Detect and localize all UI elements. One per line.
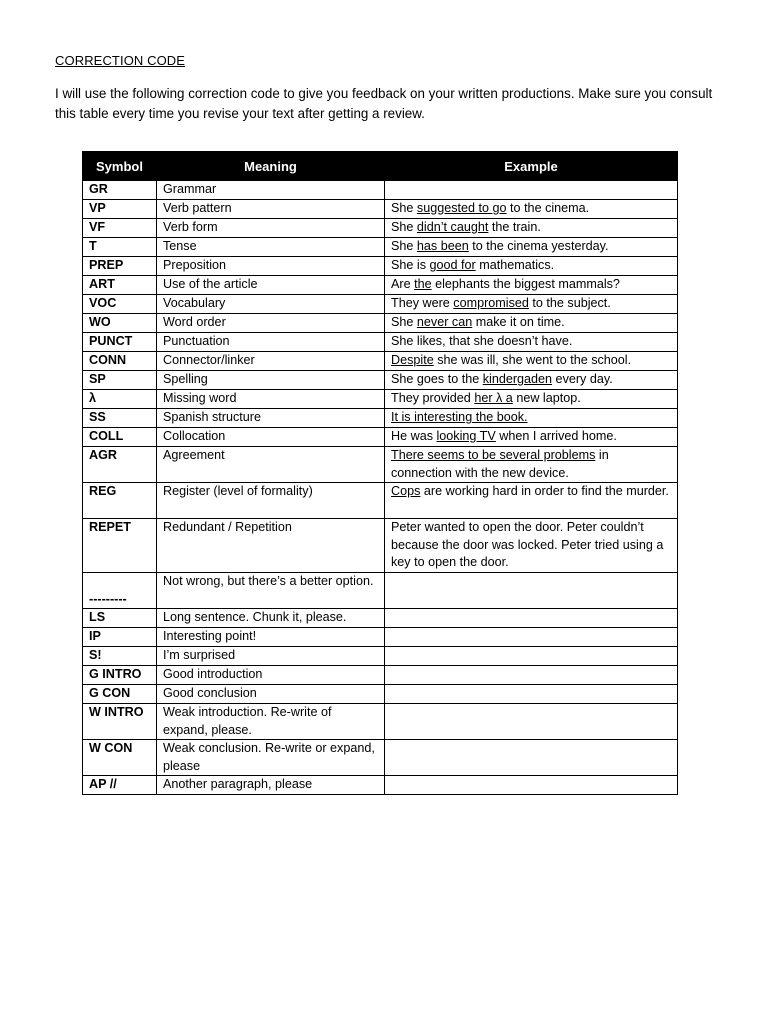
example-text: She (391, 239, 417, 253)
symbol-cell: G INTRO (83, 666, 157, 685)
symbol-cell: W CON (83, 740, 157, 776)
table-row (83, 740, 678, 776)
symbol-cell: --------- (83, 573, 157, 609)
example-cell (385, 200, 678, 219)
underlined-error-text: kindergaden (482, 372, 553, 386)
underlined-error-text: looking TV (436, 429, 496, 443)
example-cell (385, 609, 678, 628)
meaning-cell: Long sentence. Chunk it, please. (157, 609, 385, 628)
symbol-cell: VF (83, 219, 157, 238)
example-text: to the subject. (528, 296, 611, 310)
example-text: She goes to the (391, 372, 483, 386)
meaning-cell: Spelling (157, 371, 385, 390)
meaning-cell: Another paragraph, please (157, 776, 385, 795)
example-cell (385, 628, 678, 647)
example-text: to the cinema yesterday. (468, 239, 609, 253)
header-symbol: Symbol (83, 152, 157, 181)
example-text: every day. (552, 372, 613, 386)
example-text: are working hard in order to find the murder. (420, 484, 669, 498)
table-row (83, 447, 678, 483)
symbol-cell: PREP (83, 257, 157, 276)
meaning-cell: Not wrong, but there’s a better option. (157, 573, 385, 609)
table-row (83, 314, 678, 333)
symbol-cell: VOC (83, 295, 157, 314)
underlined-error-text: Despite (391, 353, 434, 367)
meaning-cell: Use of the article (157, 276, 385, 295)
underlined-error-text: didn’t caught (416, 220, 489, 234)
meaning-cell: Word order (157, 314, 385, 333)
table-row (83, 685, 678, 704)
example-text: make it on time. (472, 315, 565, 329)
example-cell (385, 428, 678, 447)
table-row (83, 295, 678, 314)
table-body (83, 181, 678, 795)
table-row (83, 371, 678, 390)
meaning-cell: Verb form (157, 219, 385, 238)
underlined-error-text: It is interesting the book. (391, 410, 528, 424)
example-cell (385, 238, 678, 257)
table-row (83, 238, 678, 257)
underlined-error-text: her λ a (474, 391, 513, 405)
table-row (83, 352, 678, 371)
meaning-cell: Good introduction (157, 666, 385, 685)
table-row (83, 276, 678, 295)
meaning-cell: Preposition (157, 257, 385, 276)
underlined-error-text: There seems to be several problems (391, 448, 596, 462)
example-cell (385, 371, 678, 390)
symbol-cell: IP (83, 628, 157, 647)
example-cell (385, 685, 678, 704)
example-text: Peter wanted to open the door. Peter couldn’t because the door was locked. Peter tried using a key to open the door. (391, 520, 664, 569)
header-meaning: Meaning (157, 152, 385, 181)
table-row (83, 776, 678, 795)
meaning-cell: Grammar (157, 181, 385, 200)
example-text: new laptop. (512, 391, 581, 405)
symbol-cell: AGR (83, 447, 157, 483)
symbol-cell: LS (83, 609, 157, 628)
intro-paragraph: I will use the following correction code to give you feedback on your written productions. Make sure you consult this table every time you revise your text after getting a review. (55, 86, 713, 121)
document-title: CORRECTION CODE (55, 53, 186, 68)
symbol-cell: W INTRO (83, 704, 157, 740)
example-cell (385, 573, 678, 609)
example-text: to the cinema. (506, 201, 590, 215)
example-cell (385, 666, 678, 685)
meaning-cell: Agreement (157, 447, 385, 483)
meaning-cell: Vocabulary (157, 295, 385, 314)
underlined-error-text: Cops (391, 484, 421, 498)
table-row (83, 628, 678, 647)
example-cell (385, 295, 678, 314)
meaning-cell: I’m surprised (157, 647, 385, 666)
example-text: She (391, 315, 417, 329)
symbol-cell: ART (83, 276, 157, 295)
table-row (83, 573, 678, 609)
symbol-cell: GR (83, 181, 157, 200)
meaning-cell: Connector/linker (157, 352, 385, 371)
symbol-cell: SS (83, 409, 157, 428)
symbol-cell: T (83, 238, 157, 257)
example-cell (385, 447, 678, 483)
example-cell (385, 483, 678, 519)
table-row (83, 390, 678, 409)
meaning-cell: Verb pattern (157, 200, 385, 219)
table-row (83, 333, 678, 352)
underlined-error-text: suggested to go (416, 201, 507, 215)
example-cell (385, 333, 678, 352)
underlined-error-text: has been (416, 239, 469, 253)
meaning-cell: Collocation (157, 428, 385, 447)
symbol-cell: CONN (83, 352, 157, 371)
table-row (83, 666, 678, 685)
table-row (83, 519, 678, 573)
symbol-cell: SP (83, 371, 157, 390)
table-row (83, 483, 678, 519)
underlined-error-text: the (414, 277, 432, 291)
symbol-cell: COLL (83, 428, 157, 447)
example-cell (385, 647, 678, 666)
example-text: She (391, 220, 417, 234)
meaning-cell: Weak conclusion. Re-write or expand, please (157, 740, 385, 776)
example-text: mathematics. (475, 258, 555, 272)
example-text: Are (391, 277, 415, 291)
example-cell (385, 704, 678, 740)
symbol-cell: REG (83, 483, 157, 519)
example-cell (385, 519, 678, 573)
symbol-cell: REPET (83, 519, 157, 573)
header-example: Example (385, 152, 678, 181)
symbol-cell: G CON (83, 685, 157, 704)
underlined-error-text: good for (429, 258, 476, 272)
table-row (83, 428, 678, 447)
example-text: They provided (391, 391, 475, 405)
example-text: when I arrived home. (495, 429, 617, 443)
table-row (83, 409, 678, 428)
meaning-cell: Spanish structure (157, 409, 385, 428)
example-cell (385, 409, 678, 428)
example-cell (385, 276, 678, 295)
symbol-cell: λ (83, 390, 157, 409)
meaning-cell: Tense (157, 238, 385, 257)
symbol-cell: PUNCT (83, 333, 157, 352)
meaning-cell: Missing word (157, 390, 385, 409)
underlined-error-text: compromised (453, 296, 529, 310)
example-text: that she doesn’t have. (445, 334, 573, 348)
correction-code-table (82, 151, 678, 795)
example-text: She likes (391, 334, 443, 348)
table-header-row (83, 152, 678, 181)
table-row (83, 219, 678, 238)
example-cell (385, 352, 678, 371)
table-row (83, 200, 678, 219)
example-text: She is (391, 258, 430, 272)
example-text: she was ill, she went to the school. (433, 353, 632, 367)
meaning-cell: Register (level of formality) (157, 483, 385, 519)
table-row (83, 257, 678, 276)
meaning-cell: Weak introduction. Re-write of expand, please. (157, 704, 385, 740)
example-cell (385, 314, 678, 333)
example-text: They were (391, 296, 454, 310)
meaning-cell: Good conclusion (157, 685, 385, 704)
underlined-error-text: never can (416, 315, 473, 329)
meaning-cell: Redundant / Repetition (157, 519, 385, 573)
symbol-cell: S! (83, 647, 157, 666)
symbol-cell: AP // (83, 776, 157, 795)
symbol-cell: VP (83, 200, 157, 219)
table-row (83, 181, 678, 200)
underlined-error-text: , (442, 334, 446, 348)
table-row (83, 647, 678, 666)
example-cell (385, 776, 678, 795)
example-cell (385, 390, 678, 409)
example-text: the train. (488, 220, 541, 234)
symbol-cell: WO (83, 314, 157, 333)
meaning-cell: Interesting point! (157, 628, 385, 647)
example-text: He was (391, 429, 437, 443)
example-cell (385, 740, 678, 776)
example-cell (385, 181, 678, 200)
example-text: She (391, 201, 417, 215)
example-cell (385, 219, 678, 238)
example-cell (385, 257, 678, 276)
table-row (83, 704, 678, 740)
example-text: in connection with the new device. (391, 448, 609, 480)
table-row (83, 609, 678, 628)
example-text: elephants the biggest mammals? (431, 277, 620, 291)
meaning-cell: Punctuation (157, 333, 385, 352)
